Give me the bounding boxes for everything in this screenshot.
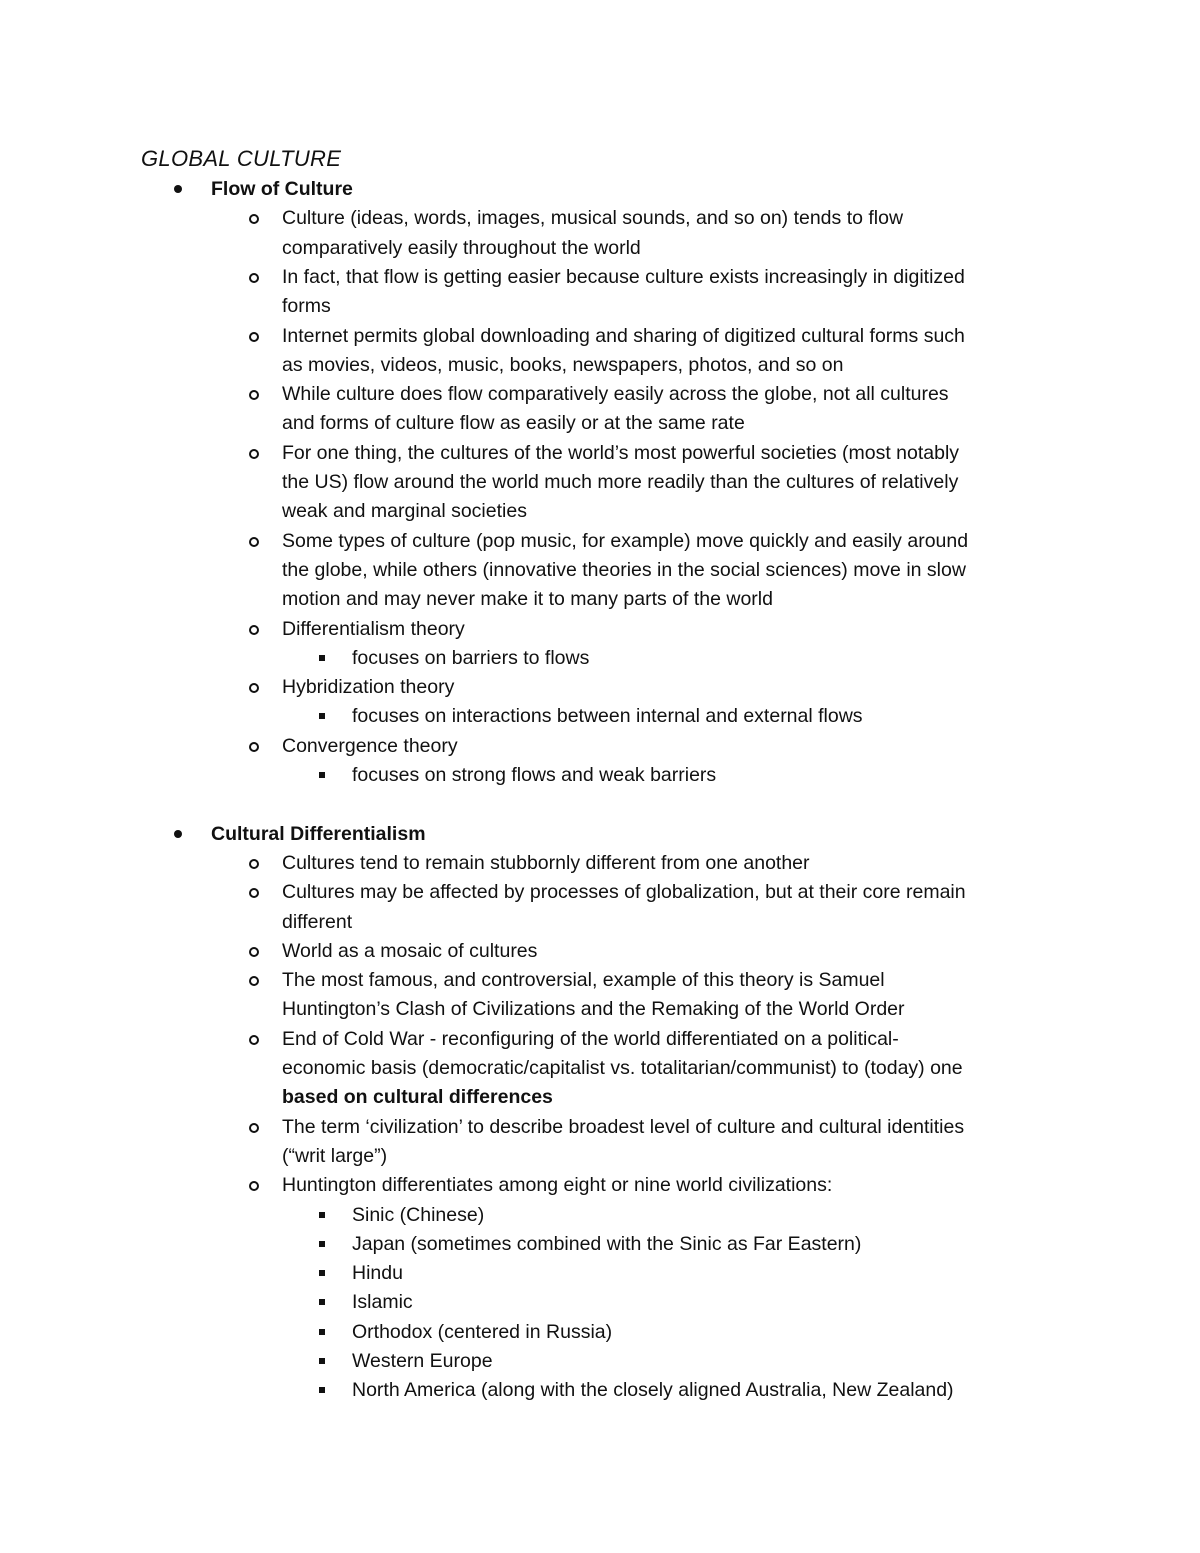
- bullet-ring-icon: [249, 859, 259, 869]
- list-item-text: Convergence theory: [282, 734, 458, 757]
- bullet-square-icon: [319, 1270, 325, 1276]
- list-item-text: End of Cold War - reconfiguring of the world differentiated on a political-: [282, 1027, 899, 1050]
- list-item-bold-text: based on cultural differences: [282, 1086, 553, 1109]
- sub-item-text: Sinic (Chinese): [352, 1203, 485, 1226]
- list-item-text: Cultures tend to remain stubbornly different from one another: [282, 851, 810, 874]
- list-item-text: comparatively easily throughout the world: [282, 236, 641, 259]
- sub-item-text: focuses on strong flows and weak barriers: [352, 764, 717, 786]
- list-item-text: Some types of culture (pop music, for example) move quickly and easily around: [282, 529, 969, 552]
- bullet-ring-icon: [249, 1123, 259, 1133]
- section-heading: Cultural Differentialism: [211, 822, 426, 845]
- bullet-square-icon: [319, 772, 325, 778]
- sub-item-text: Islamic: [352, 1291, 413, 1314]
- bullet-ring-icon: [249, 214, 259, 224]
- bullet-ring-icon: [249, 390, 259, 400]
- sub-item-text: Western Europe: [352, 1350, 493, 1372]
- list-item-text: While culture does flow comparatively easily across the globe, not all cultures: [282, 383, 949, 406]
- list-item-text: (“writ large”): [282, 1144, 388, 1167]
- sub-item-text: focuses on interactions between internal and external flows: [352, 705, 863, 728]
- list-item-text: economic basis (democratic/capitalist vs. totalitarian/communist) to (today) one: [282, 1057, 963, 1079]
- bullet-dot-icon: [174, 185, 182, 193]
- bullet-dot-icon: [174, 830, 182, 838]
- page-title: GLOBAL CULTURE: [141, 146, 342, 171]
- bullet-square-icon: [319, 1212, 325, 1218]
- bullet-square-icon: [319, 1241, 325, 1247]
- list-item-text: forms: [282, 295, 331, 318]
- list-item-text: Huntington’s Clash of Civilizations and the Remaking of the World Order: [282, 998, 905, 1021]
- list-item-text: weak and marginal societies: [282, 500, 527, 523]
- bullet-square-icon: [319, 1299, 325, 1305]
- list-item-text: Differentialism theory: [282, 617, 465, 640]
- section-heading: Flow of Culture: [211, 178, 353, 200]
- list-item-text: Internet permits global downloading and sharing of digitized cultural forms such: [282, 324, 965, 347]
- list-item-text: Culture (ideas, words, images, musical sounds, and so on) tends to flow: [282, 207, 904, 230]
- list-item-text: Huntington differentiates among eight or nine world civilizations:: [282, 1174, 833, 1197]
- bullet-ring-icon: [249, 976, 259, 986]
- bullet-ring-icon: [249, 332, 259, 342]
- list-item-text: For one thing, the cultures of the world’s most powerful societies (most notably: [282, 441, 960, 464]
- list-item-text: as movies, videos, music, books, newspapers, photos, and so on: [282, 353, 844, 376]
- list-item-text: the US) flow around the world much more readily than the cultures of relatively: [282, 471, 959, 493]
- bullet-square-icon: [319, 1329, 325, 1335]
- sub-item-text: focuses on barriers to flows: [352, 646, 590, 669]
- list-item-text: In fact, that flow is getting easier because culture exists increasingly in digitized: [282, 265, 965, 288]
- bullet-ring-icon: [249, 273, 259, 283]
- sub-item-text: North America (along with the closely aligned Australia, New Zealand): [352, 1379, 954, 1402]
- bullet-square-icon: [319, 1387, 325, 1393]
- bullet-square-icon: [319, 1358, 325, 1364]
- bullet-ring-icon: [249, 537, 259, 547]
- bullet-ring-icon: [249, 947, 259, 957]
- list-item-text: Hybridization theory: [282, 676, 455, 699]
- list-item-text: different: [282, 910, 353, 933]
- sub-item-text: Hindu: [352, 1262, 403, 1285]
- bullet-ring-icon: [249, 742, 259, 752]
- list-item-text: motion and may never make it to many parts of the world: [282, 588, 773, 611]
- bullet-ring-icon: [249, 1035, 259, 1045]
- sub-item-text: Japan (sometimes combined with the Sinic as Far Eastern): [352, 1232, 862, 1255]
- bullet-ring-icon: [249, 449, 259, 459]
- bullet-square-icon: [319, 655, 325, 661]
- list-item-text: The term ‘civilization’ to describe broadest level of culture and cultural identities: [282, 1115, 965, 1138]
- list-item-text: World as a mosaic of cultures: [282, 939, 538, 962]
- list-item-text: The most famous, and controversial, example of this theory is Samuel: [282, 969, 885, 992]
- bullet-ring-icon: [249, 683, 259, 693]
- list-item-text: Cultures may be affected by processes of globalization, but at their core remain: [282, 881, 966, 904]
- list-item-text: the globe, while others (innovative theories in the social sciences) move in slow: [282, 558, 966, 581]
- sub-item-text: Orthodox (centered in Russia): [352, 1320, 613, 1343]
- bullet-ring-icon: [249, 625, 259, 635]
- bullet-square-icon: [319, 713, 325, 719]
- bullet-ring-icon: [249, 888, 259, 898]
- bullet-ring-icon: [249, 1181, 259, 1191]
- list-item-text: and forms of culture flow as easily or at the same rate: [282, 412, 745, 435]
